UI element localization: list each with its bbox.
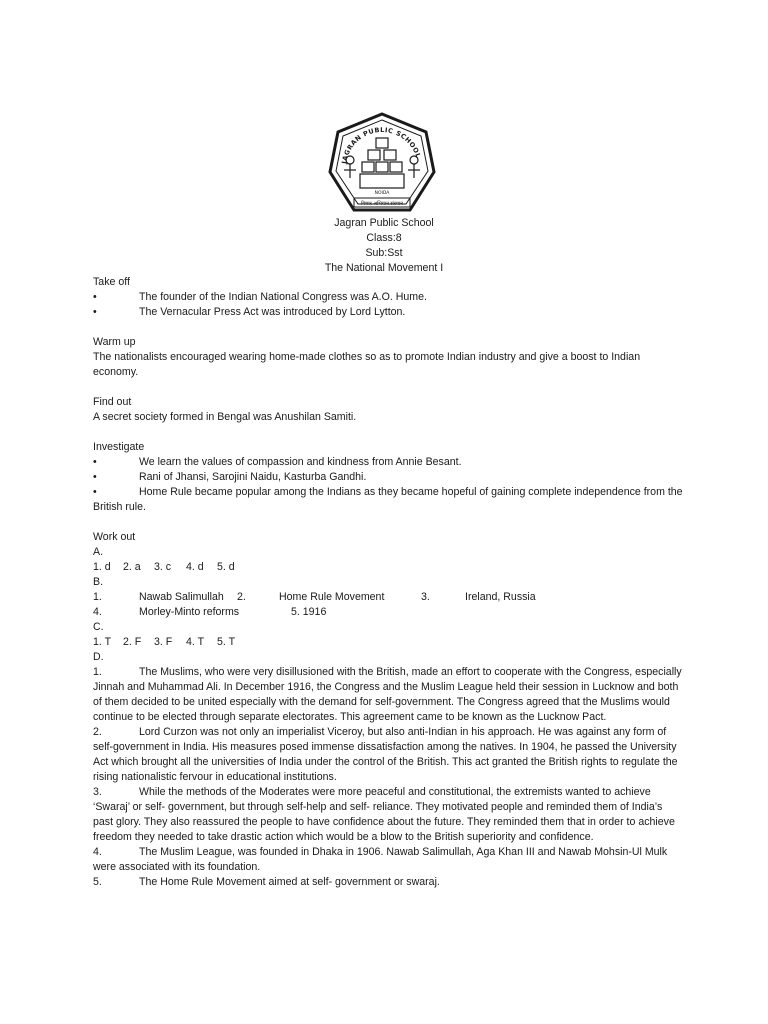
answer-a4: 4. d <box>186 561 204 573</box>
investigate-item <box>93 455 683 470</box>
part-b-row-1 <box>93 590 683 605</box>
d-num: 3. <box>93 786 102 798</box>
b-num-4: 4. <box>93 606 102 618</box>
answer-a1: 1. d <box>93 561 111 573</box>
take-off-item-text: The founder of the Indian National Congress was A.O. Hume. <box>139 291 427 303</box>
b-answer-3: Ireland, Russia <box>465 591 536 603</box>
part-b-row-2 <box>93 605 683 620</box>
answer-content <box>93 275 683 890</box>
answer-a3: 3. c <box>154 561 172 573</box>
subject-line: Sub:Sst <box>365 247 403 259</box>
bullet: • <box>93 486 97 498</box>
answer-c4: 4. T <box>186 636 205 648</box>
d-answer-text: The Muslim League, was founded in Dhaka in 1906. Nawab Salimullah, Aga Khan III and Nawab Mohsin-Ul Mulk were associated with its foundation. <box>93 846 668 873</box>
logo-city-text: NOIDA <box>374 191 390 196</box>
section-heading-find-out: Find out <box>93 396 132 408</box>
chapter-title: The National Movement I <box>324 262 444 274</box>
d-num: 1. <box>93 666 102 678</box>
part-d-item <box>93 845 683 875</box>
b-num-2: 2. <box>237 591 246 603</box>
d-answer-text: Lord Curzon was not only an imperialist Viceroy, but also anti-Indian in his approach. He was against any form of self-government in India. His measures posed immense dissatisfaction among the natives. In 1904, he passed the University Act which brought all the universities of India under the control of the British. This act granted the British rights to regulate the rising nationalistic fervour in educational institutions. <box>93 726 678 783</box>
logo-arc-text: JAGRAN PUBLIC SCHOOL <box>340 125 423 165</box>
class-line: Class:8 <box>366 232 402 244</box>
find-out-text: A secret society formed in Bengal was Anushilan Samiti. <box>93 411 357 423</box>
part-c-answers <box>93 635 683 650</box>
investigate-item-text: We learn the values of compassion and kindness from Annie Besant. <box>139 456 462 468</box>
b-num-1: 1. <box>93 591 102 603</box>
b-answer-1: Nawab Salimullah <box>139 591 224 603</box>
answer-c5: 5. T <box>217 636 236 648</box>
d-answer-text: While the methods of the Moderates were more peaceful and constitutional, the extremists wanted to achieve ‘Swaraj’ or self- government, but through self-help and self- reliance. They motivated people and reminded them of India’s past glory. They also reassured the people to have confidence about the future. They reminded them that in order to achieve freedom they needed to take drastic action which would be a blow to the British superiority and confidence. <box>93 786 675 843</box>
d-answer-text: The Home Rule Movement aimed at self- government or swaraj. <box>139 876 440 888</box>
d-num: 5. <box>93 876 102 888</box>
part-d-item <box>93 665 683 725</box>
bullet: • <box>93 456 97 468</box>
b-num-3: 3. <box>421 591 430 603</box>
bullet: • <box>93 306 97 318</box>
school-name: Jagran Public School <box>334 217 434 229</box>
part-label-b: B. <box>93 576 104 588</box>
investigate-item-text: Home Rule became popular among the Indians as they became hopeful of gaining complete independence from the British rule. <box>93 486 683 513</box>
b-answer-2: Home Rule Movement <box>279 591 385 603</box>
part-a-answers <box>93 560 683 575</box>
section-heading-work-out: Work out <box>93 531 136 543</box>
bullet: • <box>93 471 97 483</box>
section-heading-warm-up: Warm up <box>93 336 136 348</box>
b-answer-4: Morley-Minto reforms <box>139 606 240 618</box>
warm-up-text: The nationalists encouraged wearing home-made clothes so as to promote Indian industry and give a boost to Indian economy. <box>93 351 641 378</box>
answer-c3: 3. F <box>154 636 173 648</box>
b-answer-5: 5. 1916 <box>291 606 327 618</box>
d-num: 4. <box>93 846 102 858</box>
part-label-d: D. <box>93 651 104 663</box>
section-heading-take-off: Take off <box>93 276 130 288</box>
part-d-item <box>93 785 683 845</box>
answer-a5: 5. d <box>217 561 235 573</box>
answer-c2: 2. F <box>123 636 142 648</box>
take-off-item-text: The Vernacular Press Act was introduced by Lord Lytton. <box>139 306 406 318</box>
section-heading-investigate: Investigate <box>93 441 145 453</box>
take-off-item <box>93 290 683 305</box>
part-d-item <box>93 725 683 785</box>
part-label-a: A. <box>93 546 104 558</box>
answer-c1: 1. T <box>93 636 112 648</box>
answer-a2: 2. a <box>123 561 141 573</box>
part-d-item <box>93 875 683 890</box>
take-off-item <box>93 305 683 320</box>
d-num: 2. <box>93 726 102 738</box>
logo-motto-text: विचार अभियान संस्थान <box>361 201 403 207</box>
part-label-c: C. <box>93 621 104 633</box>
investigate-item <box>93 470 683 485</box>
school-crest-logo <box>324 110 440 218</box>
d-answer-text: The Muslims, who were very disillusioned with the British, made an effort to cooperate with the Congress, especially Jinnah and Muhammad Ali. In December 1916, the Congress and the Muslim League held their session in Lucknow and both of them decided to be united especially with the demand for self-government. The Congress agreed that the Muslims would continue to be elected through separate electorates. This agreement came to be known as the Lucknow Pact. <box>93 666 682 723</box>
investigate-item <box>93 485 683 515</box>
bullet: • <box>93 291 97 303</box>
investigate-item-text: Rani of Jhansi, Sarojini Naidu, Kasturba Gandhi. <box>139 471 367 483</box>
